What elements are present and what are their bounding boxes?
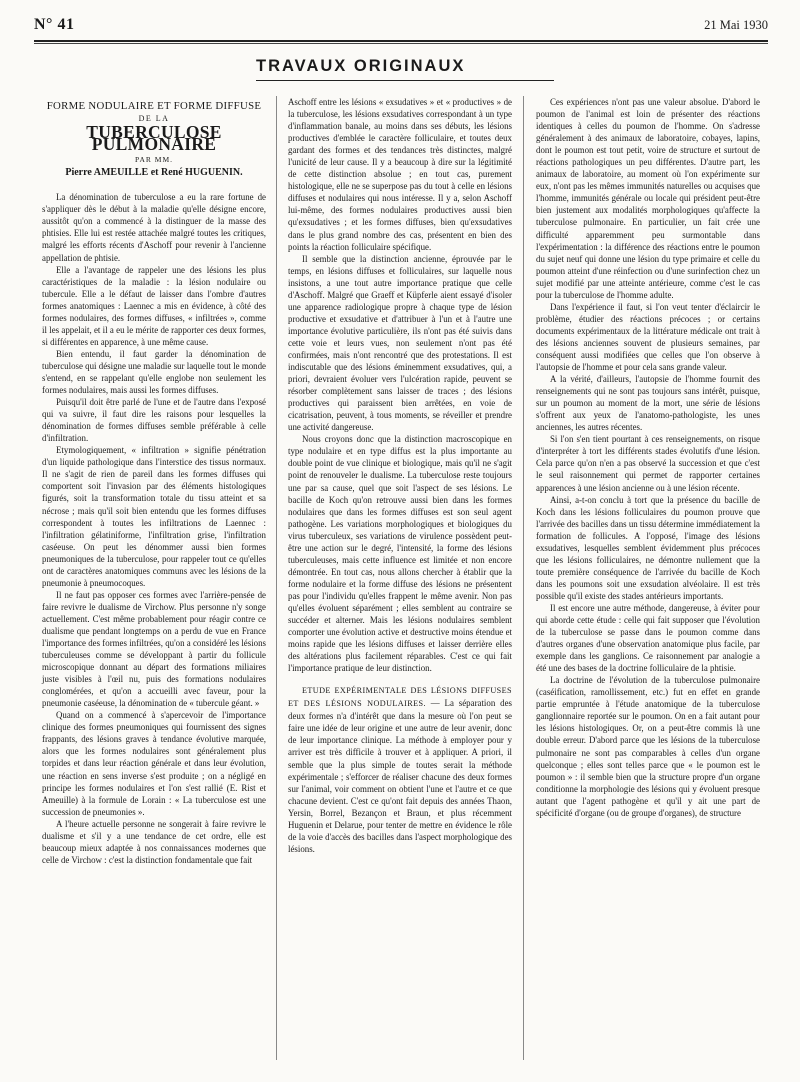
article-authors: Pierre AMEUILLE et René HUGUENIN. — [65, 167, 243, 179]
article-byline: PAR MM. — [135, 155, 173, 165]
paragraph: A la vérité, d'ailleurs, l'autopsie de l'homme fournit des renseignements qui ne sont pas toujours sans intérêt, puisque, sur un poumon au moment de la mort, une série de lésions s'offrent aux yeux de l'anatomo-pathologiste, les unes anciennes, les autres récentes. — [536, 374, 760, 433]
column-1 — [42, 96, 266, 866]
column-divider — [523, 96, 524, 1060]
paragraph: Dans l'expérience il faut, si l'on veut tenter d'éclaircir le problème, étudier des réactions précoces ; or certains documents expérimentaux de la littérature médicale ont trait à des lésions anciennes souvent de plusieurs semaines, par conséquent aussi modifiées que celles que l'on observe à l'autopsie de l'homme et pour cela sans grande valeur. — [536, 301, 760, 373]
header-rule-thin — [34, 43, 768, 44]
page-header — [34, 14, 768, 34]
column-2 — [288, 96, 512, 855]
issue-date: 21 Mai 1930 — [704, 18, 768, 32]
section-title: TRAVAUX ORIGINAUX — [256, 57, 466, 75]
subsection-text: — La séparation des deux formes n'a d'intérêt que dans la mesure où l'on peut se faire une idée de leur origine et une autre de leur avenir, donc de leur importance clinique. La méthode à employer pour y arriver est très difficile à trouver et à appliquer. A priori, il semble que la plus simple de toutes serait la méthode expérimentale ; s'efforcer de réaliser chacune des deux formes sur l'animal, voir comment on obtient l'une et l'autre et ce que chacune devient. C'est ce qu'ont fait depuis des années Thaon, Yersin, Borrel, Bezançon et Braun, et plus récemment Huguenin et Delarue, pour tenter de mettre en évidence le rôle de la voie d'accès des bacilles dans l'aspect morphologique des lésions. — [288, 698, 512, 854]
page-number: N° 41 — [34, 16, 75, 33]
paragraph: Bien entendu, il faut garder la dénomination de tuberculose qui désigne une maladie sur laquelle tout le monde s'entend, en se rappelant qu'elle englobe non seulement les formes nodulaires, mais aussi les formes diffuses. — [42, 348, 266, 396]
paragraph: Quand on a commencé à s'apercevoir de l'importance clinique des formes pneumoniques qui fournissent des signes frappants, des lésions graves à tendance évolutive marquée, alors que les formes nodulaires sont généralement plus torpides et dans leur réaction générale et dans leur évolution, une réaction en sens inverse s'est produite ; on a négligé en principe les formes nodulaires et l'on s'est rallié (E. Rist et Ameuille) à la formule de Lorain : « La tuberculose est une succession de pneumonies ». — [42, 710, 266, 817]
header-rule — [34, 40, 768, 42]
paragraph: La dénomination de tuberculose a eu la rare fortune de s'appliquer dès le début à la maladie qu'elle désigne encore, aussitôt qu'on a commencé à la distinguer de la masse des phtisies. Elle lui est restée attachée malgré toutes les critiques, malgré les efforts récents d'Aschoff pour revenir à l'ancienne appellation de phtisie. — [42, 192, 266, 263]
section-rule — [256, 80, 554, 81]
paragraph: Ainsi, a-t-on conclu à tort que la présence du bacille de Koch dans les lésions folliculaires du poumon prouve que l'arrivée des bacilles dans un tissu détermine immédiatement la formation de follicules. A l'opposé, l'image des lésions exsudatives, lesquelles semblent évidemment plus précoces que les lésions folliculaires, ne démontre nullement que la toute première conséquence de l'arrivée du bacille de Koch dans les poumons soit une exsudation alvéolaire. Il est très possible qu'il existe des stades antérieurs importants. — [536, 494, 760, 601]
paragraph: La doctrine de l'évolution de la tuberculose pulmonaire (caséification, ramollissement, etc.) fut en effet en grande partie empruntée à l'étude anatomique de la tuberculose ganglionnaire reportée sur le poumon. On en a fait autant pour les lésions histologiques. Or, on a peut-être commis là une double erreur. D'abord parce que les lésions de la tuberculose pulmonaire ne sont pas comparables à celles d'un organe quelconque ; elles sont telles parce que « le poumon est le poumon » : il semble bien que la structure propre d'un organe conditionne la morphologie des lésions qui y évoluent presque autant que l'agent pathogène et qu'il y ait une part de spécificité d'organe (ou de groupe d'organes), de structure — [536, 675, 760, 818]
article-title-line2: DE LA — [138, 114, 170, 124]
paragraph: A l'heure actuelle personne ne songerait à faire revivre le dualisme et s'il y a une tendance de cet ordre, elle est beaucoup mieux adaptée à nos connaissances modernes que celle de Virchow : c'est la distinction fondamentale que fait — [42, 818, 266, 865]
paragraph: Etymologiquement, « infiltration » signifie pénétration d'un liquide pathologique dans l'interstice des tissus normaux. Il ne s'agit de rien de pareil dans les formes diffuses qui comportent soit l'invasion par des éléments histologiques figurés, soit la transformation totale du tissu atteint et sa nécrose ; mais qu'il soit bien entendu que les formes diffuses correspondent à toutes les infiltrations de Laennec : l'infiltration gélatiniforme, l'infiltration grise, l'infiltration caséeuse. On peut les dénommer aussi bien formes pneumoniques de la tuberculose, pour rappeler tout ce qu'elles ont de caractères anatomiques communs avec les lésions de la pneumonie à pneumocoques. — [42, 445, 266, 588]
paragraph: Il semble que la distinction ancienne, éprouvée par le temps, en lésions diffuses et folliculaires, sur laquelle nous insistons, a une tout autre importance pratique que celle d'Aschoff. Malgré que Graeff et Küpferle aient essayé d'isoler une apparence radiologique propre à chaque type de lésion productive et exsudative et d'attribuer à l'un et à l'autre une importance évolutive particulière, ils n'ont pas été suivis dans cette voie et leurs vues, non seulement n'ont pas été confirmées, mais n'ont rencontré que des protestations. Il est indiscutable que des lésions éminemment exsudatives, qui, a priori, devraient évoluer vers l'ulcération rapide, peuvent se résorber complètement sans laisser de traces ; des lésions productives qui paraissent bien arrêtées, en voie de cicatrisation, peuvent, à tous moments, se réveiller et prendre une activité dangereuse. — [288, 253, 512, 433]
paragraph: Il est encore une autre méthode, dangereuse, à éviter pour qui aborde cette étude : celle qui fait supposer que l'évolution de la tuberculose se passe dans le poumon comme dans d'autres organes d'une observation anatomique plus facile, par exemple dans les ganglions. Ce raisonnement par analogie a été une des bases de la doctrine folliculaire de la phtisie. — [536, 602, 760, 674]
paragraph: Aschoff entre les lésions « exsudatives » et « productives » de la tuberculose, les lésions exsudatives correspondant à un type d'inflammation banale, au moins dans ses débuts, les lésions productives d'emblée le caractère folliculaire, et toutes deux gardant des formes et des tendances très distinctes, malgré l'unicité de leur cause. Il y a beaucoup à dire sur la légitimité de cette distinction absolue ; en tout cas, purement histologique, elle ne se superpose pas du tout à celle en lésions diffuses et nodulaires qui nous intéresse. Il y a, selon Aschoff lui-même, des formes nodulaires productives aussi bien qu'exsudatives ; et les formes diffuses, bien qu'exsudatives dans le plus grand nombre des cas, présentent en bien des points la réaction folliculaire spécifique. — [288, 97, 512, 252]
column-3 — [536, 96, 760, 819]
paragraph: Nous croyons donc que la distinction macroscopique en type nodulaire et en type diffus est la plus importante au double point de vue clinique et biologique, mais qu'il ne s'agit point de renouveler le dualisme. La tuberculose reste toujours une par sa cause, quel que soit l'aspect de ses lésions. Le bacille de Koch qu'on retrouve aussi bien dans les formes nodulaires que dans les formes diffuses est son seul agent pathogène. Les variations morphologiques et biologiques du virus tuberculeux, ses variations de virulence possèdent peut-être une action sur le degré, l'intensité, la forme des lésions tuberculeuses, mais cette influence est limitée et non encore démontrée. En tout cas, nous allons chercher à établir que la forme nodulaire et la forme diffuse des lésions ne présentent pas pour l'individu qu'elles frappent le même avenir. Non pas qu'elles évoluent séparément ; elles semblent au contraire se succéder et alterner. Mais les lésions nodulaires semblent comporter une évolution active et destructive moins étendue et moins rapide que les lésions diffuses et laisser derrière elles des altérations plus facilement réparables. C'est ce qui fait l'importance pratique de leur distinction. — [288, 434, 512, 674]
paragraph: Si l'on s'en tient pourtant à ces renseignements, on risque d'interpréter à tort les différents stades évolutifs d'une lésion. Cela parce qu'on n'en a pas observé la succession et que c'est le seul raisonnement qui permet de rapporter certaines apparences à une lésion ancienne ou à une lésion récente. — [536, 434, 760, 493]
article-title-main: TUBERCULOSE PULMONAIRE — [86, 122, 222, 155]
paragraph: Il ne faut pas opposer ces formes avec l'arrière-pensée de faire revivre le dualisme de Virchow. Plus personne n'y songe actuellement. C'est même probablement pour réagir contre ce dualisme que pendant longtemps on a perdu de vue en France l'importance des formes infiltrées, qu'on a considéré les lésions tuberculeuses comme se développant à partir du follicule microscopique donnant au départ des formations miliaires juste visibles à l'œil nu, puis des formations nodulaires conglomérées, et qu'on a accueilli avec faveur, pour la pneumonie caséeuse, la dénomination de « tubercule géant. » — [42, 589, 266, 709]
paragraph: Puisqu'il doit être parlé de l'une et de l'autre dans l'exposé qui va suivre, il faut dire les raisons pour lesquelles la dénomination de formes diffuses semble préférable à celle d'infiltration. — [42, 397, 266, 444]
subsection-heading: ETUDE EXPÉRIMENTALE DES LÉSIONS DIFFUSES ET DES LÉSIONS NODULAIRES. — [288, 686, 512, 709]
paragraph: Ces expériences n'ont pas une valeur absolue. D'abord le poumon de l'animal est loin de présenter des réactions identiques à celles du poumon de l'homme. On s'adresse généralement à des animaux de laboratoire, cobayes, lapins, dont le poumon est tout petit, voire de structure et surtout de réactions pathologiques un peu différentes. D'autre part, les animaux de laboratoire, au moment où l'on expérimente sur eux, n'ont pas les mêmes immunités naturelles ou acquises que l'homme, immunités générale ou locale qui président peut-être bien justement aux modalités morphologiques qu'affecte la tuberculose pulmonaire. En particulier, un fait crée une difficulté apparemment peu surmontable dans l'expérimentation : la différence des réactions entre le poumon du sujet neuf qui donne une lésion du type primaire et celle du poumon atteint d'une réinfection ou d'une surinfection chez un sujet modifié par une atteinte antérieure, comme c'est le cas pour la tuberculose de l'homme adulte. — [536, 97, 760, 300]
column-divider — [276, 96, 277, 1060]
subsection-paragraph — [288, 684, 512, 855]
article-title-line1: FORME NODULAIRE ET FORME DIFFUSE — [46, 100, 262, 112]
paragraph: Elle a l'avantage de rappeler une des lésions les plus caractéristiques de la maladie : la lésion nodulaire ou tubercule. Elle a le défaut de laisser dans l'ombre d'autres formes anatomiques : Laennec a mis en évidence, à côté des formes nodulaires, des formes diffuses, « infiltrées », comme il les appelait, et il a eu le mérite de rapporter ces deux formes, si différentes en apparence, à une même cause. — [42, 264, 266, 347]
